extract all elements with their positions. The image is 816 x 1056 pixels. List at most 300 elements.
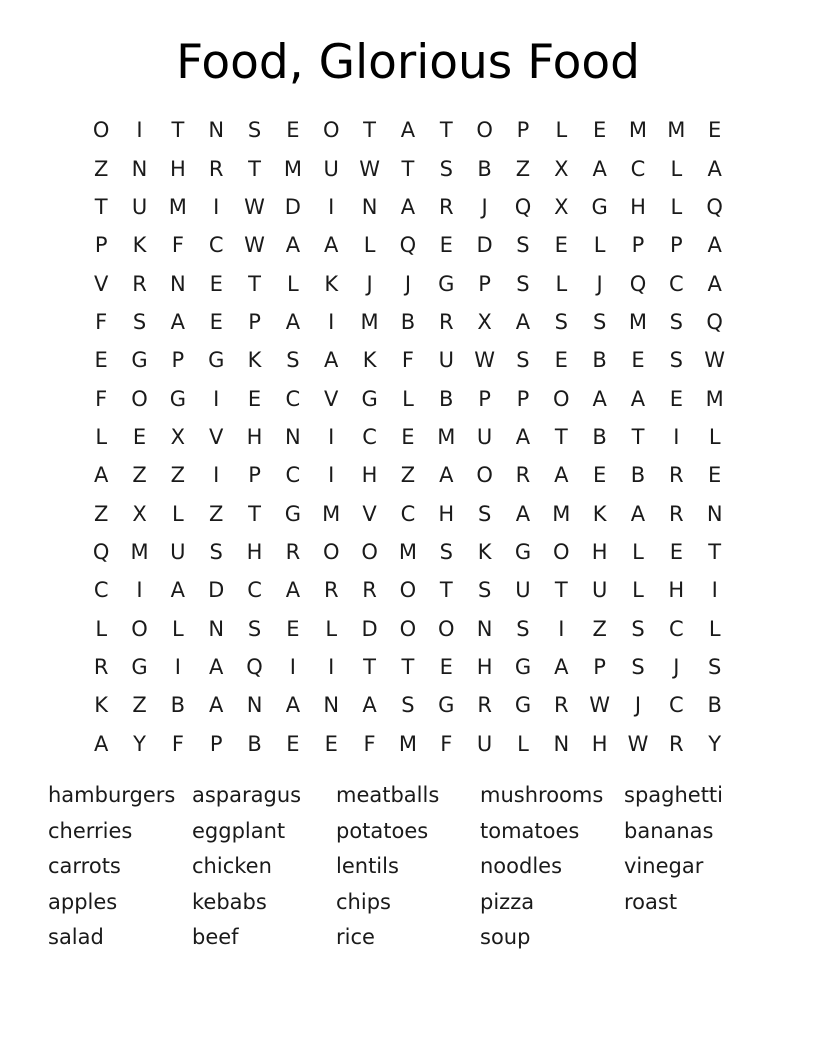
grid-letter[interactable]: P <box>631 233 645 258</box>
grid-letter[interactable]: N <box>285 424 301 449</box>
grid-letter[interactable]: B <box>247 731 262 756</box>
grid-letter[interactable]: M <box>398 539 417 564</box>
grid-letter[interactable]: E <box>669 386 683 411</box>
grid-letter[interactable]: G <box>284 501 302 526</box>
grid-letter[interactable]: Z <box>93 501 109 526</box>
grid-letter[interactable]: M <box>628 118 648 143</box>
grid-letter[interactable]: S <box>631 616 645 641</box>
grid-letter[interactable]: T <box>554 424 568 449</box>
grid-letter[interactable]: L <box>95 424 108 449</box>
grid-letter[interactable]: U <box>131 194 148 219</box>
grid-letter[interactable]: S <box>439 156 453 181</box>
grid-letter[interactable]: M <box>360 309 379 334</box>
grid-letter[interactable]: H <box>361 463 378 488</box>
grid-letter[interactable]: G <box>438 271 455 296</box>
grid-letter[interactable]: C <box>285 386 301 411</box>
grid-letter[interactable]: A <box>285 693 301 718</box>
grid-letter[interactable]: S <box>516 616 530 641</box>
grid-letter[interactable]: S <box>669 309 683 334</box>
grid-letter[interactable]: A <box>515 424 531 449</box>
grid-letter[interactable]: X <box>554 194 569 219</box>
grid-letter[interactable]: M <box>283 156 302 181</box>
grid-letter[interactable]: L <box>670 156 683 181</box>
grid-letter[interactable]: C <box>93 578 109 603</box>
grid-letter[interactable]: Q <box>246 654 263 679</box>
grid-letter[interactable]: J <box>366 271 373 296</box>
grid-letter[interactable]: L <box>632 578 644 603</box>
grid-letter[interactable]: E <box>286 731 300 756</box>
word-list-item: beef <box>192 925 239 949</box>
grid-letter[interactable]: Z <box>209 501 224 526</box>
grid-letter[interactable]: S <box>516 233 530 258</box>
grid-letter[interactable]: L <box>287 271 299 296</box>
grid-letter[interactable]: A <box>630 386 646 411</box>
grid-letter[interactable]: E <box>209 271 223 296</box>
grid-letter[interactable]: W <box>359 156 380 181</box>
word-list-item: soup <box>480 925 531 949</box>
grid-letter[interactable]: N <box>706 501 723 526</box>
grid-letter[interactable]: X <box>132 501 147 526</box>
grid-letter[interactable]: N <box>323 693 340 718</box>
grid-letter[interactable]: W <box>704 348 726 373</box>
grid-letter[interactable]: K <box>362 348 377 373</box>
grid-letter[interactable]: T <box>248 271 261 296</box>
grid-letter[interactable]: R <box>93 654 109 679</box>
grid-letter[interactable]: M <box>705 386 724 411</box>
grid-letter[interactable]: D <box>208 578 225 603</box>
grid-letter[interactable]: H <box>591 731 608 756</box>
grid-letter[interactable]: R <box>669 463 684 488</box>
grid-letter[interactable]: L <box>363 233 376 258</box>
grid-letter[interactable]: S <box>439 539 453 564</box>
grid-letter[interactable]: Z <box>592 616 607 641</box>
grid-letter[interactable]: G <box>169 386 186 411</box>
grid-letter[interactable]: B <box>400 309 416 334</box>
grid-letter[interactable]: S <box>247 616 262 641</box>
grid-letter[interactable]: L <box>555 271 568 296</box>
word-list-item: asparagus <box>192 783 302 807</box>
grid-letter[interactable]: O <box>438 616 455 641</box>
grid-letter[interactable]: K <box>94 693 109 718</box>
grid-letter[interactable]: A <box>630 501 646 526</box>
page-title: Food, Glorious Food <box>176 35 640 90</box>
grid-letter[interactable]: A <box>707 156 722 181</box>
grid-letter[interactable]: T <box>708 539 722 564</box>
grid-letter[interactable]: T <box>171 118 185 143</box>
grid-letter[interactable]: G <box>514 654 532 679</box>
grid-letter[interactable]: A <box>285 233 301 258</box>
grid-letter[interactable]: N <box>553 731 570 756</box>
grid-letter[interactable]: Z <box>132 463 147 488</box>
grid-letter[interactable]: F <box>95 386 108 411</box>
grid-letter[interactable]: S <box>132 309 147 334</box>
grid-letter[interactable]: W <box>627 731 649 756</box>
grid-letter[interactable]: Z <box>93 156 109 181</box>
grid-letter[interactable]: I <box>174 654 181 679</box>
grid-letter[interactable]: F <box>401 348 414 373</box>
grid-letter[interactable]: K <box>132 233 147 258</box>
word-list-item: roast <box>624 889 678 914</box>
grid-letter[interactable]: W <box>474 348 495 373</box>
grid-letter[interactable]: I <box>136 118 143 143</box>
word-list-item: kebabs <box>192 889 267 914</box>
grid-letter[interactable]: T <box>439 578 453 603</box>
grid-letter[interactable]: U <box>170 539 186 564</box>
grid-letter[interactable]: R <box>554 693 569 718</box>
grid-letter[interactable]: K <box>592 501 607 526</box>
grid-letter[interactable]: L <box>325 616 338 641</box>
grid-letter[interactable]: S <box>247 118 262 143</box>
grid-letter[interactable]: K <box>324 271 339 296</box>
grid-letter[interactable]: G <box>514 693 532 718</box>
grid-letter[interactable]: A <box>209 693 224 718</box>
grid-letter[interactable]: A <box>285 578 301 603</box>
grid-letter[interactable]: M <box>168 194 187 219</box>
grid-letter[interactable]: M <box>552 501 571 526</box>
grid-letter[interactable]: E <box>439 654 453 679</box>
grid-letter[interactable]: V <box>209 424 224 449</box>
grid-letter[interactable]: H <box>246 424 263 449</box>
grid-letter[interactable]: Z <box>515 156 531 181</box>
grid-letter[interactable]: A <box>707 271 722 296</box>
grid-letter[interactable]: Q <box>92 539 110 564</box>
grid-letter[interactable]: S <box>286 348 300 373</box>
grid-letter[interactable]: F <box>440 731 453 756</box>
grid-letter[interactable]: E <box>286 118 300 143</box>
grid-letter[interactable]: C <box>668 693 684 718</box>
grid-letter[interactable]: I <box>213 386 220 411</box>
grid-letter[interactable]: M <box>322 501 341 526</box>
grid-letter[interactable]: S <box>516 348 530 373</box>
grid-letter[interactable]: P <box>516 386 530 411</box>
grid-letter[interactable]: I <box>711 578 718 603</box>
grid-letter[interactable]: V <box>93 271 109 296</box>
grid-letter[interactable]: G <box>131 348 148 373</box>
grid-letter[interactable]: Z <box>170 463 186 488</box>
grid-letter[interactable]: E <box>669 539 683 564</box>
grid-letter[interactable]: O <box>553 386 570 411</box>
grid-letter[interactable]: R <box>669 731 684 756</box>
grid-letter[interactable]: B <box>170 693 186 718</box>
grid-letter[interactable]: T <box>401 156 415 181</box>
grid-letter[interactable]: R <box>362 578 377 603</box>
grid-letter[interactable]: F <box>171 233 184 258</box>
grid-letter[interactable]: A <box>400 194 416 219</box>
grid-letter[interactable]: V <box>324 386 339 411</box>
grid-letter[interactable]: G <box>591 194 608 219</box>
grid-letter[interactable]: K <box>247 348 262 373</box>
grid-letter[interactable]: I <box>213 463 220 488</box>
grid-letter[interactable]: C <box>362 424 377 449</box>
grid-letter[interactable]: T <box>248 501 261 526</box>
grid-letter[interactable]: U <box>476 731 493 756</box>
grid-letter[interactable]: D <box>476 233 493 258</box>
grid-letter[interactable]: P <box>669 233 683 258</box>
grid-letter[interactable]: I <box>328 424 335 449</box>
grid-letter[interactable]: E <box>247 386 262 411</box>
grid-letter[interactable]: B <box>707 693 722 718</box>
grid-letter[interactable]: R <box>515 463 531 488</box>
grid-letter[interactable]: F <box>171 731 184 756</box>
grid-letter[interactable]: R <box>438 309 454 334</box>
grid-letter[interactable]: L <box>708 424 721 449</box>
grid-letter[interactable]: Y <box>133 731 146 756</box>
grid-letter[interactable]: F <box>363 731 376 756</box>
grid-letter[interactable]: M <box>628 309 648 334</box>
grid-letter[interactable]: Y <box>708 731 722 756</box>
grid-letter[interactable]: Q <box>514 194 532 219</box>
grid-letter[interactable]: T <box>554 578 568 603</box>
grid-letter[interactable]: H <box>169 156 186 181</box>
grid-letter[interactable]: L <box>172 501 184 526</box>
grid-letter[interactable]: N <box>476 616 493 641</box>
grid-letter[interactable]: K <box>477 539 492 564</box>
grid-letter[interactable]: A <box>592 386 607 411</box>
grid-letter[interactable]: P <box>478 271 491 296</box>
grid-letter[interactable]: H <box>630 194 646 219</box>
grid-letter[interactable]: D <box>284 194 301 219</box>
grid-letter[interactable]: S <box>592 309 607 334</box>
grid-letter[interactable]: W <box>589 693 611 718</box>
word-list-item: meatballs <box>336 783 440 807</box>
grid-letter[interactable]: O <box>131 616 148 641</box>
grid-letter[interactable]: G <box>438 693 455 718</box>
grid-letter[interactable]: E <box>209 309 223 334</box>
grid-letter[interactable]: E <box>593 463 607 488</box>
grid-letter[interactable]: T <box>631 424 645 449</box>
grid-letter[interactable]: N <box>208 118 225 143</box>
grid-letter[interactable]: P <box>171 348 185 373</box>
grid-letter[interactable]: Q <box>706 309 723 334</box>
grid-letter[interactable]: C <box>208 233 224 258</box>
grid-letter[interactable]: O <box>322 539 340 564</box>
grid-letter[interactable]: U <box>591 578 608 603</box>
grid-letter[interactable]: J <box>596 271 603 296</box>
grid-letter[interactable]: I <box>328 194 335 219</box>
grid-letter[interactable]: A <box>515 501 531 526</box>
grid-letter[interactable]: H <box>476 654 493 679</box>
grid-letter[interactable]: Z <box>132 693 147 718</box>
grid-letter[interactable]: E <box>401 424 415 449</box>
grid-letter[interactable]: P <box>248 309 261 334</box>
grid-letter[interactable]: P <box>209 731 223 756</box>
grid-letter[interactable]: E <box>631 348 645 373</box>
grid-letter[interactable]: C <box>285 463 301 488</box>
grid-letter[interactable]: A <box>592 156 607 181</box>
grid-letter[interactable]: A <box>362 693 377 718</box>
grid-letter[interactable]: E <box>554 233 568 258</box>
grid-letter[interactable]: L <box>95 616 108 641</box>
grid-letter[interactable]: O <box>322 118 340 143</box>
grid-letter[interactable]: R <box>285 539 301 564</box>
grid-letter[interactable]: S <box>477 501 492 526</box>
grid-letter[interactable]: L <box>402 386 414 411</box>
grid-letter[interactable]: I <box>328 654 335 679</box>
grid-letter[interactable]: B <box>439 386 454 411</box>
grid-letter[interactable]: E <box>554 348 568 373</box>
grid-letter[interactable]: G <box>514 539 532 564</box>
grid-letter[interactable]: J <box>634 693 642 718</box>
grid-letter[interactable]: M <box>437 424 456 449</box>
grid-letter[interactable]: X <box>554 156 569 181</box>
grid-letter[interactable]: N <box>208 616 225 641</box>
grid-letter[interactable]: T <box>363 118 376 143</box>
grid-letter[interactable]: E <box>708 463 722 488</box>
grid-letter[interactable]: L <box>593 233 606 258</box>
grid-letter[interactable]: H <box>591 539 608 564</box>
grid-letter[interactable]: A <box>93 731 109 756</box>
grid-letter[interactable]: C <box>668 616 684 641</box>
grid-letter[interactable]: R <box>132 271 147 296</box>
grid-letter[interactable]: I <box>328 463 335 488</box>
grid-letter[interactable]: U <box>438 348 454 373</box>
grid-letter[interactable]: G <box>208 348 225 373</box>
grid-letter[interactable]: M <box>667 118 686 143</box>
grid-letter[interactable]: V <box>362 501 377 526</box>
word-list-item: cherries <box>48 818 133 843</box>
grid-letter[interactable]: O <box>131 386 148 411</box>
grid-letter[interactable]: N <box>246 693 263 718</box>
grid-letter[interactable]: Z <box>400 463 416 488</box>
grid-letter[interactable]: I <box>213 194 220 219</box>
grid-letter[interactable]: A <box>324 233 339 258</box>
word-list-item: potatoes <box>336 818 429 843</box>
grid-letter[interactable]: O <box>399 578 417 603</box>
grid-letter[interactable]: E <box>94 348 108 373</box>
grid-letter[interactable]: T <box>94 194 108 219</box>
grid-letter[interactable]: A <box>400 118 416 143</box>
grid-letter[interactable]: N <box>361 194 378 219</box>
grid-letter[interactable]: L <box>632 539 644 564</box>
grid-letter[interactable]: X <box>477 309 492 334</box>
grid-letter[interactable]: A <box>209 654 224 679</box>
grid-letter[interactable]: H <box>246 539 263 564</box>
grid-letter[interactable]: H <box>438 501 455 526</box>
grid-letter[interactable]: B <box>477 156 492 181</box>
grid-letter[interactable]: A <box>439 463 454 488</box>
grid-letter[interactable]: L <box>172 616 184 641</box>
grid-letter[interactable]: O <box>92 118 110 143</box>
grid-letter[interactable]: J <box>481 194 488 219</box>
grid-letter[interactable]: E <box>593 118 607 143</box>
grid-letter[interactable]: P <box>94 233 108 258</box>
grid-letter[interactable]: A <box>554 654 569 679</box>
grid-letter[interactable]: B <box>592 424 607 449</box>
grid-letter[interactable]: C <box>668 271 684 296</box>
word-list-item: lentils <box>336 854 399 878</box>
grid-letter[interactable]: C <box>247 578 262 603</box>
grid-letter[interactable]: X <box>170 424 186 449</box>
grid-letter[interactable]: M <box>398 731 417 756</box>
grid-letter[interactable]: D <box>361 616 378 641</box>
grid-letter[interactable]: L <box>517 731 529 756</box>
grid-letter[interactable]: L <box>555 118 568 143</box>
grid-letter[interactable]: R <box>323 578 339 603</box>
grid-letter[interactable]: A <box>554 463 569 488</box>
grid-letter[interactable]: A <box>324 348 339 373</box>
grid-letter[interactable]: S <box>401 693 415 718</box>
grid-letter[interactable]: T <box>401 654 415 679</box>
grid-letter[interactable]: A <box>93 463 109 488</box>
grid-letter[interactable]: T <box>248 156 261 181</box>
grid-letter[interactable]: P <box>593 654 606 679</box>
grid-letter[interactable]: S <box>669 348 683 373</box>
grid-letter[interactable]: R <box>438 194 454 219</box>
grid-letter[interactable]: C <box>400 501 416 526</box>
grid-letter[interactable]: U <box>476 424 493 449</box>
grid-letter[interactable]: R <box>208 156 224 181</box>
grid-letter[interactable]: O <box>476 463 493 488</box>
grid-letter[interactable]: S <box>209 539 223 564</box>
grid-letter[interactable]: M <box>130 539 149 564</box>
grid-letter[interactable]: W <box>244 233 265 258</box>
grid-letter[interactable]: T <box>439 118 453 143</box>
grid-letter[interactable]: J <box>404 271 412 296</box>
grid-letter[interactable]: E <box>324 731 338 756</box>
grid-letter[interactable]: H <box>668 578 685 603</box>
grid-letter[interactable]: R <box>669 501 684 526</box>
grid-letter[interactable]: B <box>630 463 646 488</box>
grid-letter[interactable]: O <box>399 616 417 641</box>
grid-letter[interactable]: E <box>439 233 453 258</box>
grid-letter[interactable]: J <box>673 654 680 679</box>
grid-letter[interactable]: I <box>673 424 680 449</box>
grid-letter[interactable]: Q <box>706 194 723 219</box>
grid-letter[interactable]: O <box>361 539 378 564</box>
grid-letter[interactable]: R <box>477 693 492 718</box>
grid-letter[interactable]: E <box>132 424 147 449</box>
grid-letter[interactable]: U <box>515 578 531 603</box>
word-list-item: noodles <box>480 854 563 878</box>
grid-letter[interactable]: Q <box>629 271 647 296</box>
grid-letter[interactable]: A <box>170 309 186 334</box>
grid-letter[interactable]: S <box>631 654 645 679</box>
grid-letter[interactable]: E <box>286 616 300 641</box>
grid-letter[interactable]: I <box>136 578 143 603</box>
grid-letter[interactable]: B <box>592 348 607 373</box>
grid-letter[interactable]: S <box>708 654 722 679</box>
grid-letter[interactable]: A <box>707 233 722 258</box>
grid-letter[interactable]: O <box>553 539 570 564</box>
grid-letter[interactable]: N <box>131 156 148 181</box>
grid-letter[interactable]: I <box>558 616 565 641</box>
grid-letter[interactable]: A <box>170 578 186 603</box>
grid-letter[interactable]: C <box>630 156 646 181</box>
grid-letter[interactable]: P <box>516 118 530 143</box>
grid-letter[interactable]: P <box>478 386 491 411</box>
grid-letter[interactable]: E <box>708 118 722 143</box>
grid-letter[interactable]: S <box>554 309 568 334</box>
grid-letter[interactable]: A <box>515 309 531 334</box>
grid-letter[interactable]: I <box>328 309 335 334</box>
grid-letter[interactable]: S <box>477 578 492 603</box>
grid-letter[interactable]: N <box>170 271 186 296</box>
grid-letter[interactable]: I <box>289 654 296 679</box>
grid-letter[interactable]: G <box>131 654 148 679</box>
grid-letter[interactable]: F <box>95 309 108 334</box>
grid-letter[interactable]: L <box>670 194 683 219</box>
grid-letter[interactable]: W <box>244 194 265 219</box>
grid-letter[interactable]: Q <box>399 233 417 258</box>
grid-letter[interactable]: T <box>363 654 376 679</box>
grid-letter[interactable]: L <box>708 616 721 641</box>
grid-letter[interactable]: P <box>248 463 261 488</box>
grid-letter[interactable]: G <box>361 386 378 411</box>
grid-letter[interactable]: U <box>323 156 339 181</box>
grid-letter[interactable]: S <box>516 271 530 296</box>
grid-letter[interactable]: A <box>285 309 301 334</box>
grid-letter[interactable]: O <box>476 118 493 143</box>
